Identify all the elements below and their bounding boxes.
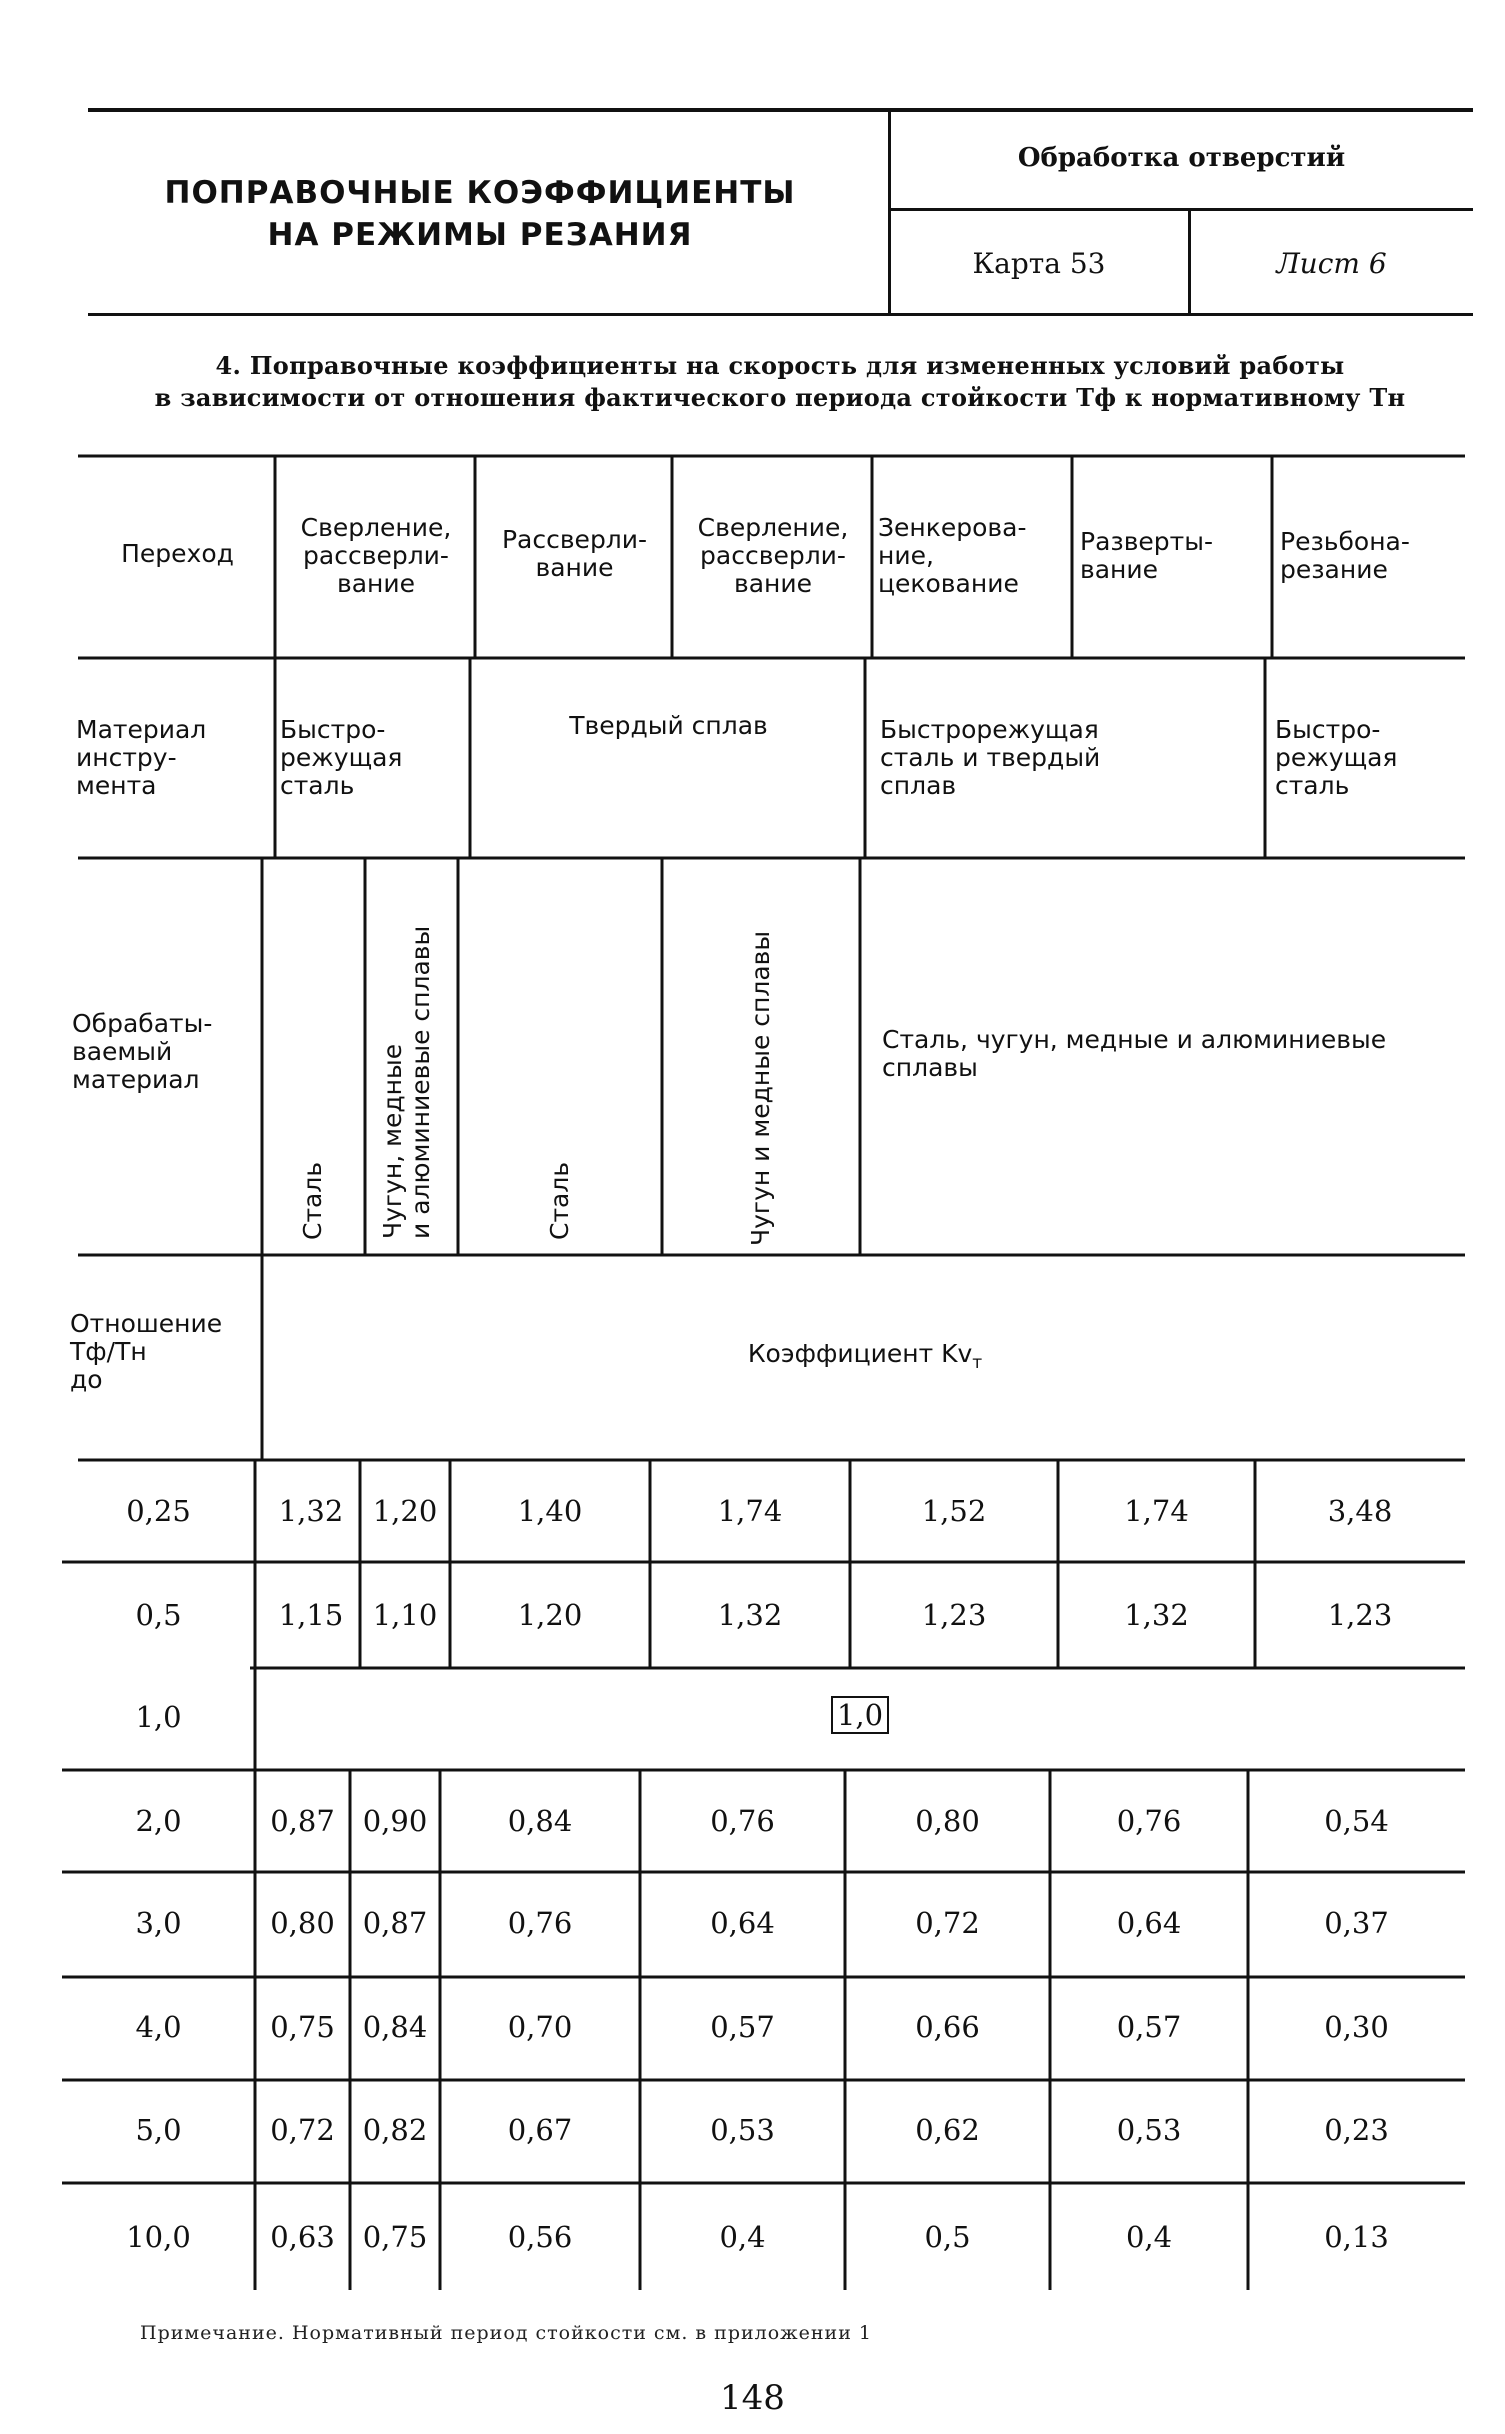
operation-line: вание: [733, 569, 813, 598]
table-cell: 1,15: [278, 1598, 344, 1632]
header-divider: [888, 110, 891, 313]
operation-header: [1280, 528, 1465, 584]
table-cell: 0,64: [710, 1906, 775, 1940]
table-cell: 1,52: [921, 1494, 987, 1528]
footnote: Примечание. Нормативный период стойкости см. в приложении 1: [140, 2322, 873, 2344]
work-material-line: сплавы: [882, 1053, 978, 1082]
row-header-line: до: [70, 1365, 103, 1394]
card-number: Карта 53: [972, 247, 1106, 280]
table-cell: 0,75: [270, 2010, 335, 2044]
table-cell: 0,80: [270, 1906, 335, 1940]
operation-header: [878, 514, 1072, 598]
table-cell: 1,23: [1327, 1598, 1393, 1632]
table-cell: 1,23: [921, 1598, 987, 1632]
ratio-label: 4,0: [135, 2010, 182, 2044]
sheet-number: Лист 6: [1276, 247, 1387, 280]
work-material-steel: Сталь: [545, 1161, 574, 1240]
table-cell: 0,62: [915, 2113, 980, 2147]
header-top-rule: [88, 108, 1473, 112]
row-header-tool-material: [76, 716, 271, 800]
tool-material-cell: [1275, 716, 1465, 800]
tool-material-line: сталь и твердый: [880, 743, 1101, 772]
row-header-line: Обрабаты-: [72, 1009, 213, 1038]
title-line: ПОПРАВОЧНЫЕ КОЭФФИЦИЕНТЫ: [164, 175, 796, 211]
ratio-label: 0,25: [126, 1494, 191, 1528]
table-cell: 0,87: [362, 1906, 428, 1940]
table-cell: 1,20: [517, 1598, 583, 1632]
tool-material-line: режущая: [1275, 743, 1398, 772]
operation-line: ние,: [878, 541, 934, 570]
tool-material-line: режущая: [280, 743, 403, 772]
table-cell: 0,80: [915, 1804, 980, 1838]
table-cell: 0,84: [507, 1804, 573, 1838]
row-header-work-material: [72, 1010, 262, 1094]
table-cell: 0,90: [362, 1804, 428, 1838]
operation-line: Рассверли-: [501, 525, 648, 554]
coefficient-header: [265, 1340, 1465, 1377]
operation-line: рассверли-: [303, 541, 449, 570]
operation-line: Сверление,: [697, 513, 849, 542]
tool-material-cell: [880, 716, 1265, 800]
table-cell: 0,67: [507, 2113, 573, 2147]
tool-material-line: Быстрорежущая: [880, 715, 1099, 744]
ratio-label: 5,0: [135, 2113, 182, 2147]
ratio-label: 10,0: [126, 2220, 191, 2254]
ratio-label: 1,0: [135, 1700, 182, 1734]
work-material-cast-iron: [379, 865, 435, 1239]
caption-line: 4. Поправочные коэффициенты на скорость для измененных условий работы: [215, 351, 1345, 380]
merged-value: 1,0: [831, 1696, 889, 1734]
operation-line: Сверление,: [300, 513, 452, 542]
operation-line: вание: [535, 553, 614, 582]
table-cell: 0,76: [1116, 1804, 1182, 1838]
title-line: НА РЕЖИМЫ РЕЗАНИЯ: [267, 217, 693, 253]
coefficient-label: Коэффициент Kv: [747, 1339, 973, 1368]
operation-line: Разверты-: [1080, 527, 1213, 556]
work-material-line: и алюминиевые сплавы: [406, 925, 435, 1239]
row-header-line: материал: [72, 1065, 200, 1094]
tool-material-line: сталь: [280, 771, 355, 800]
row-header-line: инстру-: [76, 743, 177, 772]
table-cell: 0,75: [362, 2220, 428, 2254]
table-cell: 0,66: [915, 2010, 980, 2044]
header-bottom-rule: [88, 313, 1473, 316]
work-material-line: Чугун, медные: [378, 1043, 407, 1239]
row-header-line: ваемый: [72, 1037, 173, 1066]
operation-line: Резьбона-: [1280, 527, 1410, 556]
coefficient-subscript: т: [972, 1353, 983, 1373]
table-cell: 1,10: [372, 1598, 438, 1632]
table-cell: 0,57: [710, 2010, 775, 2044]
row-header-ratio: [70, 1310, 260, 1394]
table-cell: 0,4: [719, 2220, 766, 2254]
header-divider: [890, 208, 1473, 211]
table-cell: 0,64: [1116, 1906, 1182, 1940]
operation-header: [277, 514, 475, 598]
table-cell: 1,74: [717, 1494, 783, 1528]
table-cell: 0,63: [270, 2220, 335, 2254]
table-cell: 1,32: [1124, 1598, 1189, 1632]
row-header-line: Tф/Tн: [70, 1337, 147, 1366]
table-cell: 0,5: [924, 2220, 971, 2254]
table-cell: 0,72: [915, 1906, 980, 1940]
operation-header: [1080, 528, 1272, 584]
work-material-all: [882, 1026, 1462, 1082]
operation-line: цекование: [878, 569, 1019, 598]
table-cell: 1,40: [517, 1494, 583, 1528]
table-cell: 0,76: [710, 1804, 775, 1838]
caption-line: в зависимости от отношения фактического периода стойкости Tф к нормативному Tн: [154, 383, 1406, 412]
row-header-line: Материал: [76, 715, 207, 744]
table-cell: 1,32: [278, 1494, 344, 1528]
work-material-steel: Сталь: [298, 1161, 327, 1240]
tool-material-line: Быстро-: [280, 715, 386, 744]
tool-material-cell: Твердый сплав: [569, 711, 768, 740]
operation-header: [674, 514, 872, 598]
work-material-line: Сталь, чугун, медные и алюминиевые: [882, 1025, 1387, 1054]
table-cell: 0,76: [507, 1906, 573, 1940]
table-cell: 0,23: [1324, 2113, 1389, 2147]
section-name: Обработка отверстий: [1017, 143, 1346, 173]
row-header-line: Отношение: [70, 1309, 223, 1338]
table-cell: 0,54: [1324, 1804, 1389, 1838]
operation-header: [477, 526, 672, 582]
tool-material-cell: [280, 716, 470, 800]
merged-cell: [255, 1698, 1465, 1732]
operation-line: вание: [1080, 555, 1159, 584]
work-material-cast-iron: Чугун и медные сплавы: [746, 930, 775, 1246]
row-header-line: мента: [76, 771, 157, 800]
table-cell: 0,72: [270, 2113, 335, 2147]
operation-line: вание: [336, 569, 416, 598]
row-header-operation: Переход: [121, 539, 234, 568]
table-cell: 0,87: [270, 1804, 335, 1838]
table-cell: 0,70: [507, 2010, 573, 2044]
table-cell: 0,37: [1324, 1906, 1389, 1940]
table-cell: 0,53: [1116, 2113, 1182, 2147]
operation-line: резание: [1280, 555, 1388, 584]
tool-material-line: сплав: [880, 771, 957, 800]
table-cell: 0,56: [507, 2220, 573, 2254]
tool-material-line: Быстро-: [1275, 715, 1381, 744]
table-cell: 0,13: [1324, 2220, 1389, 2254]
tool-material-line: сталь: [1275, 771, 1350, 800]
table-cell: 0,53: [710, 2113, 775, 2147]
ratio-label: 3,0: [135, 1906, 182, 1940]
table-cell: 3,48: [1327, 1494, 1393, 1528]
table-caption: [110, 350, 1450, 414]
table-cell: 0,30: [1324, 2010, 1389, 2044]
ratio-label: 0,5: [135, 1598, 182, 1632]
table-cell: 0,57: [1116, 2010, 1182, 2044]
table-cell: 1,74: [1124, 1494, 1189, 1528]
table-cell: 0,82: [362, 2113, 428, 2147]
table-cell: 0,4: [1125, 2220, 1173, 2254]
table-cell: 1,32: [717, 1598, 783, 1632]
table-cell: 0,84: [362, 2010, 428, 2044]
table-cell: 1,20: [372, 1494, 438, 1528]
operation-line: Зенкерова-: [878, 513, 1027, 542]
page-number: 148: [720, 2378, 785, 2418]
operation-line: рассверли-: [700, 541, 846, 570]
document-title: [120, 172, 840, 256]
ratio-label: 2,0: [135, 1804, 182, 1838]
